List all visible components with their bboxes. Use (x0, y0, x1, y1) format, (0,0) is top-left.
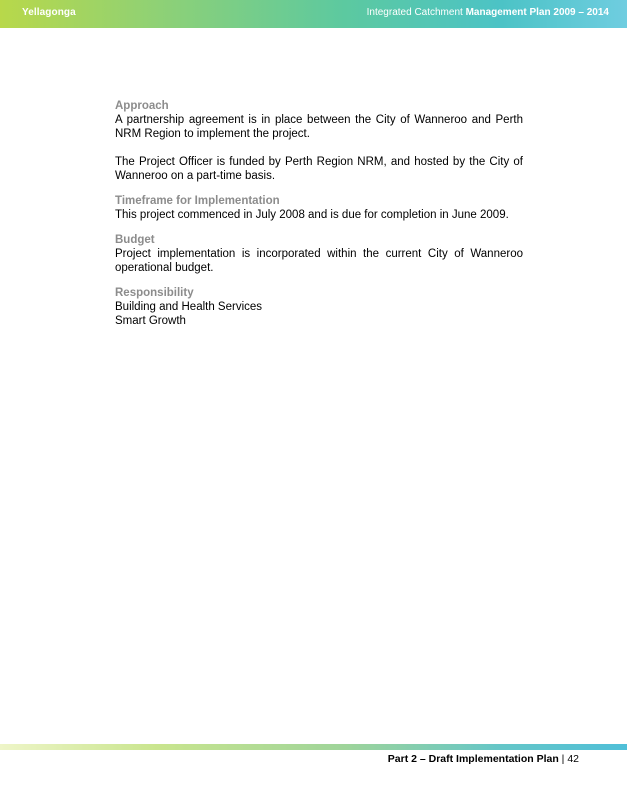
section-approach (115, 99, 523, 183)
header-bar (0, 0, 627, 28)
section-responsibility (115, 286, 523, 328)
section-timeframe (115, 194, 523, 222)
section-budget (115, 233, 523, 275)
responsibility-line-2: Smart Growth (115, 315, 186, 327)
footer-page-label (388, 753, 579, 765)
section-heading-responsibility: Responsibility (115, 287, 194, 299)
timeframe-paragraph: This project commenced in July 2008 and is due for completion in June 2009. (115, 209, 509, 221)
budget-paragraph: Project implementation is incorporated within the current City of Wanneroo operational budget. (115, 248, 523, 274)
section-heading-budget: Budget (115, 234, 155, 246)
responsibility-line-1: Building and Health Services (115, 301, 263, 313)
section-heading-timeframe: Timeframe for Implementation (115, 195, 280, 207)
header-title-right-regular: Integrated Catchment (366, 7, 466, 18)
header-title-left: Yellagonga (22, 7, 76, 18)
header-title-right-bold: Management Plan 2009 – 2014 (465, 7, 609, 18)
approach-paragraph-2: The Project Officer is funded by Perth Region NRM, and hosted by the City of Wanneroo on a part-time basis. (115, 156, 523, 182)
section-heading-approach: Approach (115, 100, 169, 112)
footer-separator: | (558, 753, 568, 765)
approach-paragraph-1: A partnership agreement is in place between the City of Wanneroo and Perth NRM Region to implement the project. (115, 114, 523, 140)
header-title-right (367, 7, 609, 18)
footer-bar (0, 744, 627, 750)
page-number: 42 (567, 753, 579, 765)
footer-section-label: Part 2 – Draft Implementation Plan (387, 753, 559, 765)
document-content (115, 99, 523, 328)
